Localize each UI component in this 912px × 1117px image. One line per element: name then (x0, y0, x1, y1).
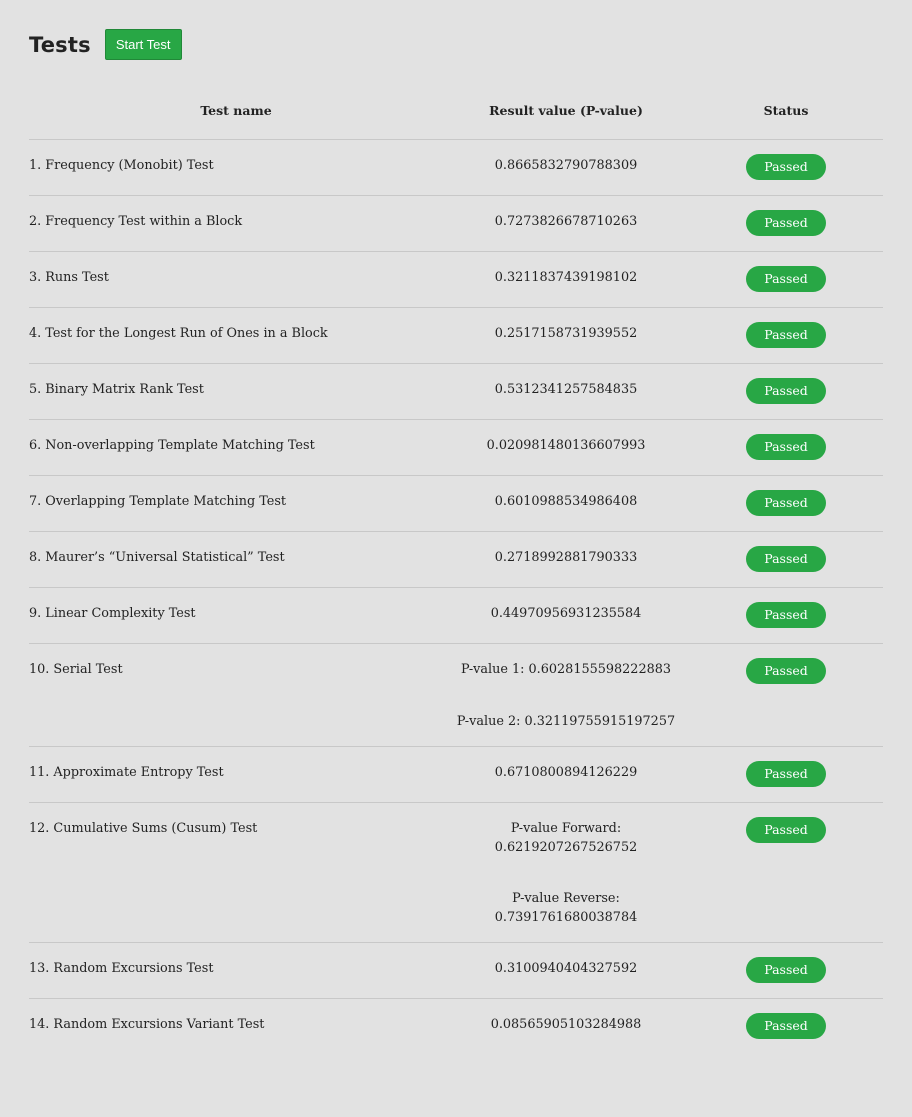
p-value-forward-label: P-value Forward: (510, 821, 622, 836)
table-row (29, 588, 883, 644)
p-value-forward-text: 0.6219207267526752 (494, 840, 638, 855)
p-value (443, 747, 689, 803)
p-value-reverse-text: 0.7391761680038784 (494, 910, 638, 925)
status-cell (689, 943, 883, 999)
table-row (29, 252, 883, 308)
table-row (29, 747, 883, 803)
table-row (29, 644, 883, 747)
table-row (29, 140, 883, 196)
status-badge: Passed (746, 817, 826, 843)
test-name: 3. Runs Test (29, 252, 443, 308)
test-name: 2. Frequency Test within a Block (29, 196, 443, 252)
page-title: Tests (29, 32, 91, 57)
test-name: 14. Random Excursions Variant Test (29, 1017, 265, 1032)
test-name: 8. Maurer’s “Universal Statistical” Test (29, 532, 443, 588)
p-value-text: 0.44970956931235584 (490, 606, 642, 621)
table-row (29, 532, 883, 588)
table-row (29, 364, 883, 420)
p-value-text: 0.8665832790788309 (494, 158, 638, 173)
test-name: 7. Overlapping Template Matching Test (29, 476, 443, 532)
table-header-row (29, 81, 883, 140)
table-row (29, 476, 883, 532)
status-cell (689, 252, 883, 308)
status-badge: Passed (746, 1013, 826, 1039)
test-name: 1. Frequency (Monobit) Test (29, 140, 443, 196)
p-value (443, 943, 689, 999)
status-badge: Passed (746, 490, 826, 516)
table-row (29, 803, 883, 943)
p-value-reverse-label: P-value Reverse: (512, 891, 620, 906)
p-value-1-text: P-value 1: 0.6028155598222883 (460, 662, 672, 677)
p-value (443, 476, 689, 532)
status-cell (689, 420, 883, 476)
status-badge: Passed (746, 602, 826, 628)
p-value-text: 0.2718992881790333 (494, 550, 638, 565)
column-header-status: Status (689, 81, 883, 140)
test-name: 10. Serial Test (29, 644, 443, 747)
status-badge: Passed (746, 210, 826, 236)
status-cell (689, 747, 883, 803)
table-row (29, 943, 883, 999)
p-value (443, 308, 689, 364)
status-cell (689, 532, 883, 588)
status-badge: Passed (746, 322, 826, 348)
p-value (443, 420, 689, 476)
p-value (443, 588, 689, 644)
p-value (443, 252, 689, 308)
test-name: 11. Approximate Entropy Test (29, 747, 443, 803)
status-badge: Passed (746, 761, 826, 787)
status-badge: Passed (746, 266, 826, 292)
test-name: 5. Binary Matrix Rank Test (29, 364, 443, 420)
column-header-result-value: Result value (P-value) (443, 81, 689, 140)
p-value (443, 999, 689, 1055)
status-badge: Passed (746, 546, 826, 572)
p-value-text: 0.2517158731939552 (494, 326, 638, 341)
status-badge: Passed (746, 154, 826, 180)
status-cell (689, 588, 883, 644)
status-cell (689, 308, 883, 364)
p-value-text: 0.3100940404327592 (494, 961, 638, 976)
start-test-button[interactable]: Start Test (105, 29, 182, 60)
test-name: 9. Linear Complexity Test (29, 588, 443, 644)
p-value-text: 0.5312341257584835 (494, 382, 638, 397)
status-cell (689, 803, 883, 943)
table-row (29, 420, 883, 476)
status-badge: Passed (746, 658, 826, 684)
status-badge: Passed (746, 378, 826, 404)
table-row (29, 308, 883, 364)
test-name: 6. Non-overlapping Template Matching Test (29, 420, 443, 476)
p-value (443, 196, 689, 252)
p-value-text: 0.08565905103284988 (490, 1017, 642, 1032)
status-cell (689, 644, 883, 747)
status-cell (689, 999, 883, 1055)
p-value (443, 644, 689, 747)
p-value-text: 0.020981480136607993 (486, 438, 646, 453)
p-value-text: 0.7273826678710263 (494, 214, 638, 229)
status-cell (689, 364, 883, 420)
table-row (29, 999, 883, 1055)
test-name: 12. Cumulative Sums (Cusum) Test (29, 803, 443, 943)
p-value (443, 532, 689, 588)
test-name: 4. Test for the Longest Run of Ones in a Block (29, 308, 443, 364)
status-badge: Passed (746, 957, 826, 983)
results-table (29, 81, 883, 1054)
page-header (29, 29, 182, 60)
p-value-text: 0.6710800894126229 (494, 765, 638, 780)
status-cell (689, 476, 883, 532)
column-header-test-name: Test name (29, 81, 443, 140)
p-value (443, 140, 689, 196)
p-value-text: 0.3211837439198102 (494, 270, 638, 285)
test-name: 13. Random Excursions Test (29, 943, 443, 999)
p-value-text: 0.6010988534986408 (494, 494, 638, 509)
p-value (443, 803, 689, 943)
table-row (29, 196, 883, 252)
status-badge: Passed (746, 434, 826, 460)
p-value-2-text: P-value 2: 0.32119755915197257 (456, 714, 676, 729)
status-cell (689, 196, 883, 252)
status-cell (689, 140, 883, 196)
p-value (443, 364, 689, 420)
